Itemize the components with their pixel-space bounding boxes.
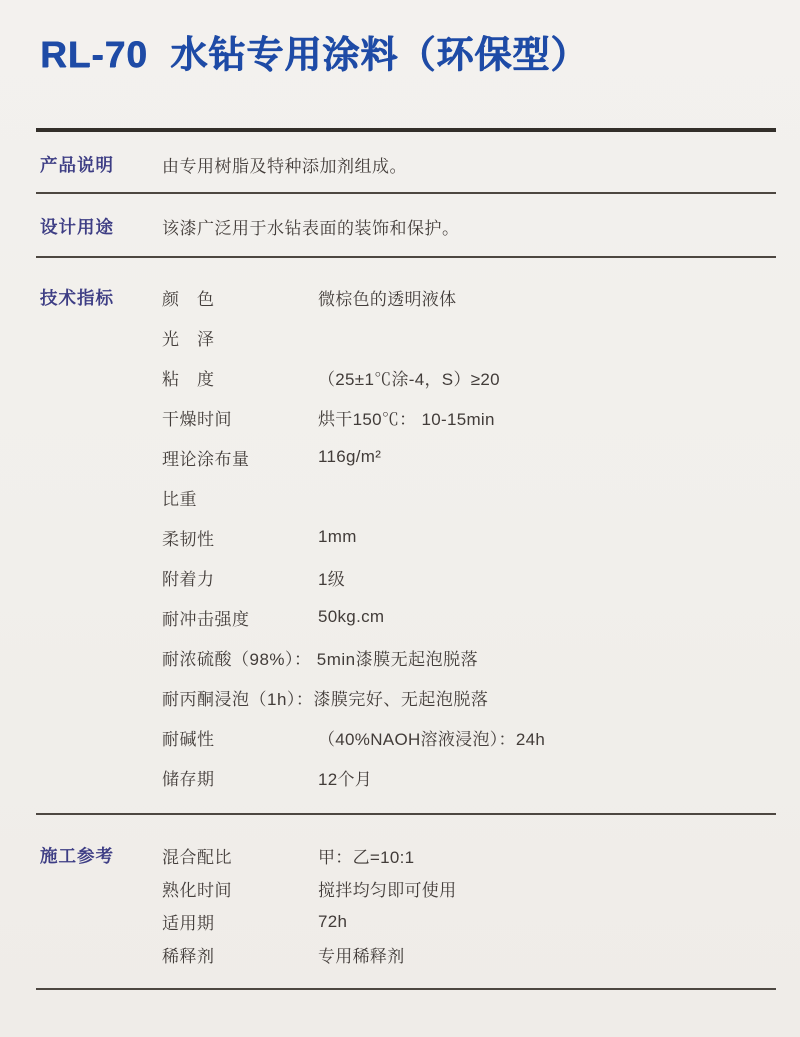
spec-row-gloss: [162, 317, 770, 357]
design-use-text: 该漆广泛用于水钻表面的装饰和保护。: [162, 219, 460, 238]
spec-name: 适用期: [162, 914, 215, 933]
spec-name: 耐碱性: [162, 729, 215, 749]
spec-name: 耐浓硫酸（98%）： 5min漆膜无起泡脱落: [162, 649, 479, 669]
spec-row-sulfuric-acid-resistance: [162, 637, 770, 677]
technical-specs-table: [162, 277, 770, 797]
page-title: RL-70 水钻专用涂料（环保型）: [40, 34, 589, 75]
spec-name: 柔韧性: [162, 529, 215, 549]
spec-name: 比重: [162, 489, 197, 509]
spec-row-alkali-resistance: [162, 717, 770, 757]
section-label-design-use: 设计用途: [40, 217, 114, 237]
divider-3: [36, 813, 776, 815]
product-description-text: 由专用树脂及特种添加剂组成。: [162, 157, 407, 176]
divider-bottom: [36, 988, 776, 990]
spec-row-drying-time: [162, 397, 770, 437]
spec-row-shelf-life: [162, 757, 770, 797]
spec-row-pot-life: [162, 905, 770, 938]
spec-name: 粘 度: [162, 369, 215, 389]
divider-2: [36, 256, 776, 258]
spec-row-acetone-resistance: [162, 677, 770, 717]
section-label-application-reference: 施工参考: [40, 846, 114, 866]
application-reference-table: [162, 839, 770, 971]
spec-row-mixing-ratio: [162, 839, 770, 872]
spec-row-specific-gravity: [162, 477, 770, 517]
section-technical-specs: [40, 277, 770, 797]
spec-name: 耐冲击强度: [162, 609, 250, 629]
spec-value: 72h: [318, 911, 348, 931]
spec-name: 光 泽: [162, 329, 215, 349]
spec-name: 稀释剂: [162, 947, 215, 966]
spec-value: 1级: [318, 569, 346, 589]
spec-row-adhesion: [162, 557, 770, 597]
spec-value: 116g/m²: [318, 447, 382, 466]
spec-row-impact-strength: [162, 597, 770, 637]
spec-value: （25±1℃涂-4，S）≥20: [318, 369, 500, 389]
section-label-product-description: 产品说明: [40, 155, 114, 175]
spec-row-color: [162, 277, 770, 317]
spec-row-viscosity: [162, 357, 770, 397]
spec-value: 甲：乙=10:1: [318, 848, 415, 867]
spec-name: 耐丙酮浸泡（1h）：漆膜完好、无起泡脱落: [162, 689, 489, 709]
spec-value: 专用稀释剂: [318, 947, 405, 966]
spec-row-coverage: [162, 437, 770, 477]
spec-row-thinner: [162, 938, 770, 971]
spec-name: 混合配比: [162, 848, 232, 867]
spec-row-maturation-time: [162, 872, 770, 905]
section-label-technical-specs: 技术指标: [40, 287, 114, 308]
section-application-reference: [40, 839, 770, 971]
spec-name: 附着力: [162, 569, 215, 589]
divider-1: [36, 192, 776, 194]
spec-row-flexibility: [162, 517, 770, 557]
spec-name: 颜 色: [162, 289, 215, 309]
spec-name: 储存期: [162, 769, 215, 789]
spec-value: 烘干150℃： 10-15min: [318, 409, 495, 429]
section-product-description: [40, 152, 770, 177]
spec-name: 熟化时间: [162, 881, 232, 900]
spec-value: （40%NAOH溶液浸泡）：24h: [318, 729, 546, 749]
divider-top-thick: [36, 128, 776, 132]
spec-name: 理论涂布量: [162, 449, 250, 469]
spec-value: 1mm: [318, 527, 357, 546]
spec-value: 50kg.cm: [318, 607, 385, 626]
spec-value: 搅拌均匀即可使用: [318, 881, 457, 900]
spec-name: 干燥时间: [162, 409, 232, 429]
spec-value: 微棕色的透明液体: [318, 289, 457, 309]
section-design-use: [40, 214, 770, 239]
spec-value: 12个月: [318, 769, 373, 789]
